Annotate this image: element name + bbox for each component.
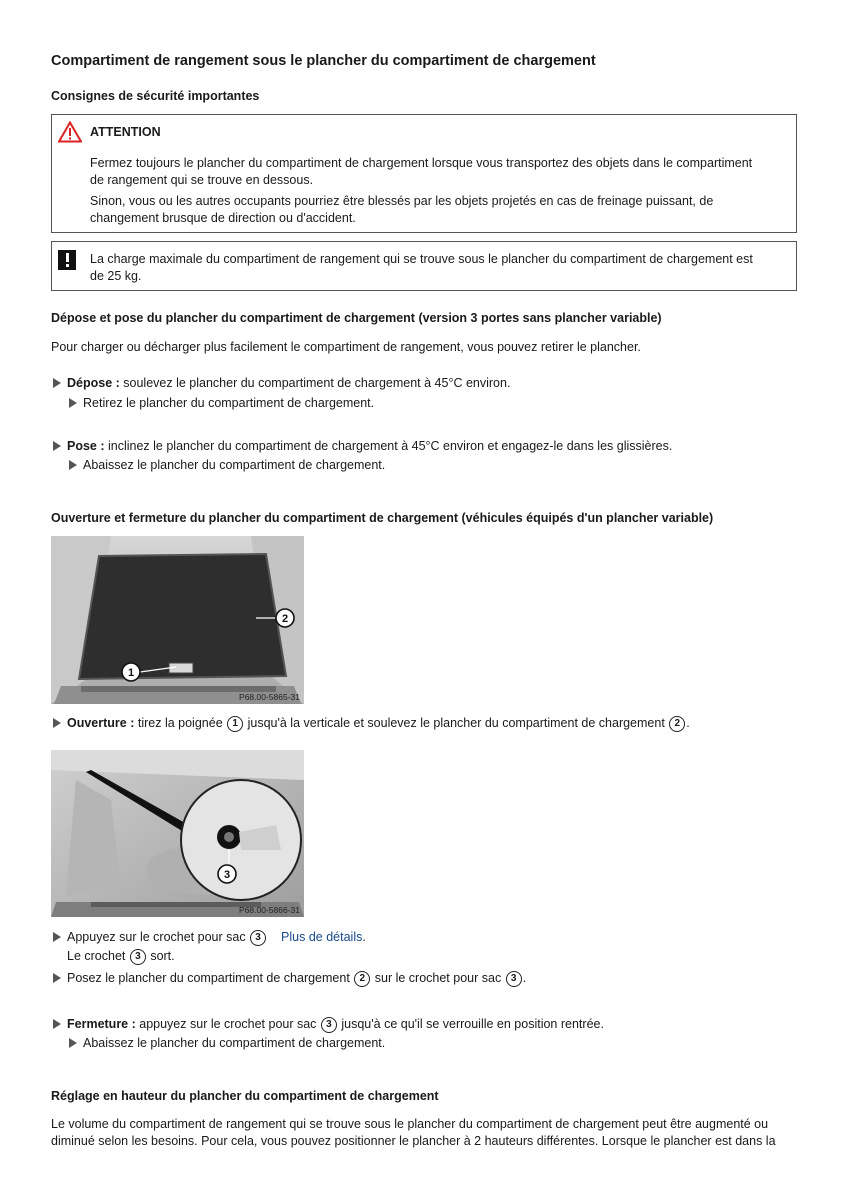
step-hook-out xyxy=(67,948,175,965)
note-line1: La charge maximale du compartiment de rangement qui se trouve sous le plancher du compartiment de chargement est xyxy=(90,252,753,266)
depose-step xyxy=(53,375,510,392)
arrow-bullet-icon xyxy=(69,398,77,408)
safety-heading: Consignes de sécurité importantes xyxy=(51,89,260,103)
depose-text: soulevez le plancher du compartiment de chargement à 45°C environ. xyxy=(119,376,511,390)
cargo-floor-photo xyxy=(51,536,304,704)
arrow-bullet-icon xyxy=(53,441,61,451)
step1-text: Appuyez sur le crochet pour sac xyxy=(67,930,250,944)
exclamation-note-icon xyxy=(58,250,76,270)
attention-p2-line2: changement brusque de direction ou d'accident. xyxy=(90,211,356,225)
step-press-hook xyxy=(53,929,366,946)
depose-substep xyxy=(69,395,374,412)
arrow-bullet-icon xyxy=(53,973,61,983)
callout-3-icon: 3 xyxy=(130,949,146,965)
arrow-bullet-icon xyxy=(53,718,61,728)
section3-line2: diminué selon les besoins. Pour cela, vous pouvez positionner le plancher à 2 hauteurs différentes. Lorsque le plancher est dans la xyxy=(51,1134,776,1148)
fermeture-text-a: appuyez sur le crochet pour sac xyxy=(135,1017,320,1031)
arrow-bullet-icon xyxy=(53,1019,61,1029)
attention-box xyxy=(51,114,797,233)
pose-label: Pose : xyxy=(67,439,105,453)
warning-triangle-icon xyxy=(58,121,82,143)
arrow-bullet-icon xyxy=(53,378,61,388)
fermeture-step xyxy=(53,1016,604,1033)
svg-text:1: 1 xyxy=(127,667,135,679)
ouverture-text-a: tirez la poignée xyxy=(134,716,227,730)
arrow-bullet-icon xyxy=(69,1038,77,1048)
ouverture-text-b: jusqu'à la verticale et soulevez le plancher du compartiment de chargement xyxy=(244,716,669,730)
step2-text-a: Posez le plancher du compartiment de chargement xyxy=(67,971,354,985)
pose-step xyxy=(53,438,672,455)
section3-line1: Le volume du compartiment de rangement qui se trouve sous le plancher du compartiment de chargement peut être augmenté ou xyxy=(51,1117,769,1131)
step1-end: . xyxy=(362,930,366,944)
callout-1-icon: 1 xyxy=(227,716,243,732)
ouverture-label: Ouverture : xyxy=(67,716,135,730)
step1b-text-a: Le crochet xyxy=(67,949,129,963)
step-place-floor xyxy=(53,970,526,987)
attention-p1-line1: Fermez toujours le plancher du compartiment de chargement lorsque vous transportez des objets dans le compartiment xyxy=(90,156,753,170)
callout-2-icon: 2 xyxy=(354,971,370,987)
page-title: Compartiment de rangement sous le plancher du compartiment de chargement xyxy=(51,53,596,69)
pose-sub-text: Abaissez le plancher du compartiment de chargement. xyxy=(83,458,386,472)
svg-text:2: 2 xyxy=(281,613,289,625)
fermeture-substep xyxy=(69,1035,385,1052)
callout-3-icon: 3 xyxy=(321,1017,337,1033)
photo1-code: P68.00-5865-31 xyxy=(239,692,300,702)
attention-p2-line1: Sinon, vous ou les autres occupants pourriez être blessés par les objets projetés en cas de freinage puissant, de xyxy=(90,194,714,208)
photo2-code: P68.00-5866-31 xyxy=(239,905,300,915)
section2-heading: Ouverture et fermeture du plancher du compartiment de chargement (véhicules équipés d'un plancher variable) xyxy=(51,511,714,525)
depose-label: Dépose : xyxy=(67,376,120,390)
step2-text-b: sur le crochet pour sac xyxy=(371,971,505,985)
step2-text-c: . xyxy=(522,971,527,985)
section3-heading: Réglage en hauteur du plancher du compartiment de chargement xyxy=(51,1089,439,1103)
section1-intro: Pour charger ou décharger plus facilement le compartiment de rangement, vous pouvez retirer le plancher. xyxy=(51,340,641,354)
note-box xyxy=(51,241,797,291)
pose-substep xyxy=(69,457,385,474)
step1b-text-b: sort. xyxy=(146,949,175,963)
callout-3-icon: 3 xyxy=(506,971,522,987)
note-line2: de 25 kg. xyxy=(90,269,142,283)
ouverture-text-c: . xyxy=(686,716,690,730)
arrow-bullet-icon xyxy=(69,460,77,470)
callout-2-icon: 2 xyxy=(669,716,685,732)
fermeture-sub-text: Abaissez le plancher du compartiment de chargement. xyxy=(83,1036,386,1050)
fermeture-label: Fermeture : xyxy=(67,1017,136,1031)
callout-3-icon: 3 xyxy=(250,930,266,946)
svg-text:3: 3 xyxy=(223,869,231,881)
bag-hook-photo xyxy=(51,750,304,917)
attention-label: ATTENTION xyxy=(90,125,161,139)
arrow-bullet-icon xyxy=(53,932,61,942)
details-link[interactable]: Plus de détails xyxy=(281,930,363,944)
attention-p1-line2: de rangement qui se trouve en dessous. xyxy=(90,173,314,187)
fermeture-text-b: jusqu'à ce qu'il se verrouille en position rentrée. xyxy=(337,1017,604,1031)
pose-text: inclinez le plancher du compartiment de chargement à 45°C environ et engagez-le dans les glissières. xyxy=(104,439,673,453)
section1-heading: Dépose et pose du plancher du compartiment de chargement (version 3 portes sans plancher variable) xyxy=(51,311,662,325)
ouverture-step xyxy=(53,715,690,732)
depose-sub-text: Retirez le plancher du compartiment de chargement. xyxy=(83,396,375,410)
